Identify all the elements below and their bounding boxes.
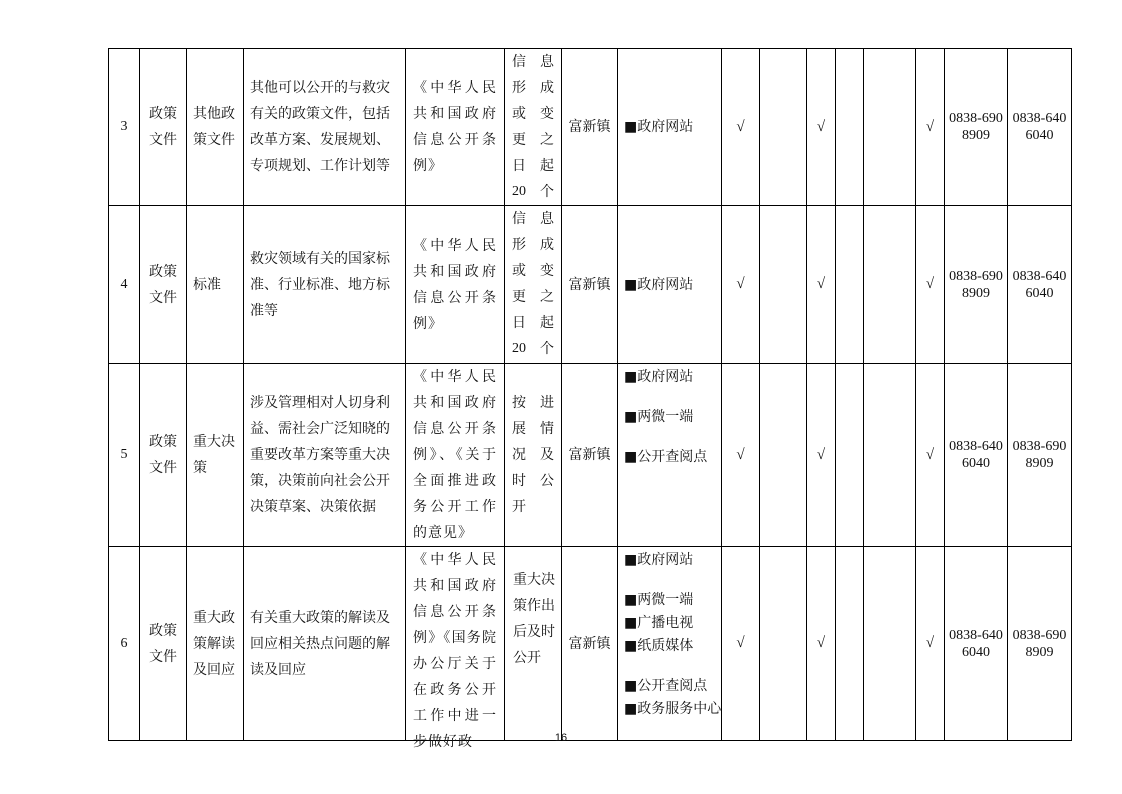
phone-cell: 0838-6908909 — [1008, 364, 1072, 547]
row-number: 3 — [109, 49, 140, 206]
time-char: 之 — [540, 289, 554, 305]
check-mark: √ — [807, 364, 836, 547]
channel-item: ■公开查阅点 — [624, 449, 708, 465]
time-char: 起 — [540, 158, 554, 174]
row-number: 5 — [109, 364, 140, 547]
time-char: 信 — [512, 211, 526, 227]
empty-cell — [760, 49, 807, 206]
content-cell: 有关重大政策的解读及回应相关热点问题的解读及回应 — [244, 547, 406, 741]
subject-cell: 富新镇 — [562, 364, 618, 547]
time-char: 更 — [512, 132, 526, 148]
channel-cell — [618, 206, 722, 364]
empty-cell — [864, 206, 916, 364]
time-limit-cell — [505, 206, 562, 364]
category-cell: 政策文件 — [140, 364, 187, 547]
empty-cell — [864, 547, 916, 741]
phone-cell: 0838-6908909 — [945, 206, 1008, 364]
time-char: 成 — [540, 80, 554, 96]
table-row — [109, 364, 1072, 547]
disclosure-table — [108, 48, 1072, 750]
check-mark: √ — [916, 49, 945, 206]
time-char: 或 — [512, 263, 526, 279]
empty-cell — [836, 49, 864, 206]
time-char: 按 — [512, 395, 526, 411]
subcategory-cell: 重大政策解读及回应 — [187, 547, 244, 741]
time-char: 展 — [512, 421, 526, 437]
content-cell: 涉及管理相对人切身利益、需社会广泛知晓的重要改革方案等重大决策，决策前向社会公开决策草案、决策依据 — [244, 364, 406, 547]
channel-cell — [618, 547, 722, 741]
channel-item: ■政府网站 — [624, 119, 694, 135]
time-limit-cell — [505, 547, 562, 741]
time-char: 息 — [540, 211, 554, 227]
check-mark: √ — [807, 49, 836, 206]
check-mark: √ — [807, 547, 836, 741]
time-char: 信 — [512, 54, 526, 70]
basis-cell: 《中华人民共和国政府信息公开条例》 — [406, 49, 505, 206]
check-mark: √ — [916, 364, 945, 547]
basis-cell — [406, 547, 505, 750]
empty-cell — [760, 206, 807, 364]
channel-item: ■政府网站 — [624, 552, 694, 568]
time-char: 况 — [512, 447, 526, 463]
channel-cell — [618, 364, 722, 547]
table-row — [109, 547, 1072, 741]
page-number: 16 — [554, 732, 568, 744]
row-number: 4 — [109, 206, 140, 364]
channel-cell — [618, 49, 722, 206]
channel-item: ■政务服务中心 — [624, 701, 722, 717]
check-mark: √ — [722, 547, 760, 741]
subcategory-cell: 标准 — [187, 206, 244, 364]
empty-cell — [760, 364, 807, 547]
time-char: 个 — [540, 184, 554, 200]
time-char: 起 — [540, 315, 554, 331]
time-text: 重大决策作出后及时公开 — [513, 572, 555, 666]
basis-cell: 《中华人民共和国政府信息公开条例》 — [406, 206, 505, 364]
empty-cell — [864, 364, 916, 547]
time-char: 息 — [540, 54, 554, 70]
time-limit-cell — [505, 364, 562, 547]
time-char: 个 — [540, 341, 554, 357]
channel-item: ■两微一端 — [624, 592, 694, 608]
channel-item: ■公开查阅点 — [624, 678, 708, 694]
table-row — [109, 206, 1072, 364]
time-char: 开 — [512, 499, 526, 515]
time-char: 公 — [540, 473, 554, 489]
phone-cell: 0838-6908909 — [945, 49, 1008, 206]
check-mark: √ — [916, 547, 945, 741]
empty-cell — [864, 49, 916, 206]
phone-cell: 0838-6406040 — [945, 547, 1008, 741]
time-char: 及 — [540, 447, 554, 463]
check-mark: √ — [722, 49, 760, 206]
time-char: 更 — [512, 289, 526, 305]
basis-cell: 《中华人民共和国政府信息公开条例》、《关于全面推进政务公开工作的意见》 — [406, 364, 505, 547]
channel-item: ■两微一端 — [624, 409, 694, 425]
time-char: 时 — [512, 473, 526, 489]
subcategory-cell: 其他政策文件 — [187, 49, 244, 206]
time-char: 之 — [540, 132, 554, 148]
time-char: 进 — [540, 395, 554, 411]
basis-text: 《中华人民共和国政府信息公开条例》《国务院办公厅关于在政务公开工作中进一步做好政 — [413, 552, 497, 750]
time-limit-cell — [505, 49, 562, 206]
channel-item: ■广播电视 — [624, 615, 694, 631]
row-number: 6 — [109, 547, 140, 741]
time-char: 或 — [512, 106, 526, 122]
check-mark: √ — [807, 206, 836, 364]
check-mark: √ — [722, 206, 760, 364]
category-cell: 政策文件 — [140, 547, 187, 741]
subject-cell: 富新镇 — [562, 206, 618, 364]
time-char: 20 — [512, 184, 526, 199]
table-row — [109, 49, 1072, 206]
time-char: 日 — [512, 158, 526, 174]
time-char: 日 — [512, 315, 526, 331]
time-char: 形 — [512, 237, 526, 253]
empty-cell — [836, 206, 864, 364]
time-char: 形 — [512, 80, 526, 96]
phone-cell: 0838-6406040 — [1008, 49, 1072, 206]
time-char: 变 — [540, 106, 554, 122]
channel-item: ■政府网站 — [624, 369, 694, 385]
time-char: 成 — [540, 237, 554, 253]
channel-item: ■纸质媒体 — [624, 638, 694, 654]
time-char: 20 — [512, 341, 526, 356]
check-mark: √ — [722, 364, 760, 547]
phone-cell: 0838-6406040 — [945, 364, 1008, 547]
channel-item: ■政府网站 — [624, 276, 694, 293]
time-char: 情 — [540, 421, 554, 437]
category-cell: 政策文件 — [140, 49, 187, 206]
subcategory-cell: 重大决策 — [187, 364, 244, 547]
subject-cell: 富新镇 — [562, 547, 618, 741]
time-char: 变 — [540, 263, 554, 279]
phone-cell: 0838-6406040 — [1008, 206, 1072, 364]
category-cell: 政策文件 — [140, 206, 187, 364]
empty-cell — [836, 547, 864, 741]
content-cell: 其他可以公开的与救灾有关的政策文件，包括改革方案、发展规划、专项规划、工作计划等 — [244, 49, 406, 206]
phone-cell: 0838-6908909 — [1008, 547, 1072, 741]
content-cell: 救灾领域有关的国家标准、行业标准、地方标准等 — [244, 206, 406, 364]
check-mark: √ — [916, 206, 945, 364]
empty-cell — [760, 547, 807, 741]
empty-cell — [836, 364, 864, 547]
subject-cell: 富新镇 — [562, 49, 618, 206]
